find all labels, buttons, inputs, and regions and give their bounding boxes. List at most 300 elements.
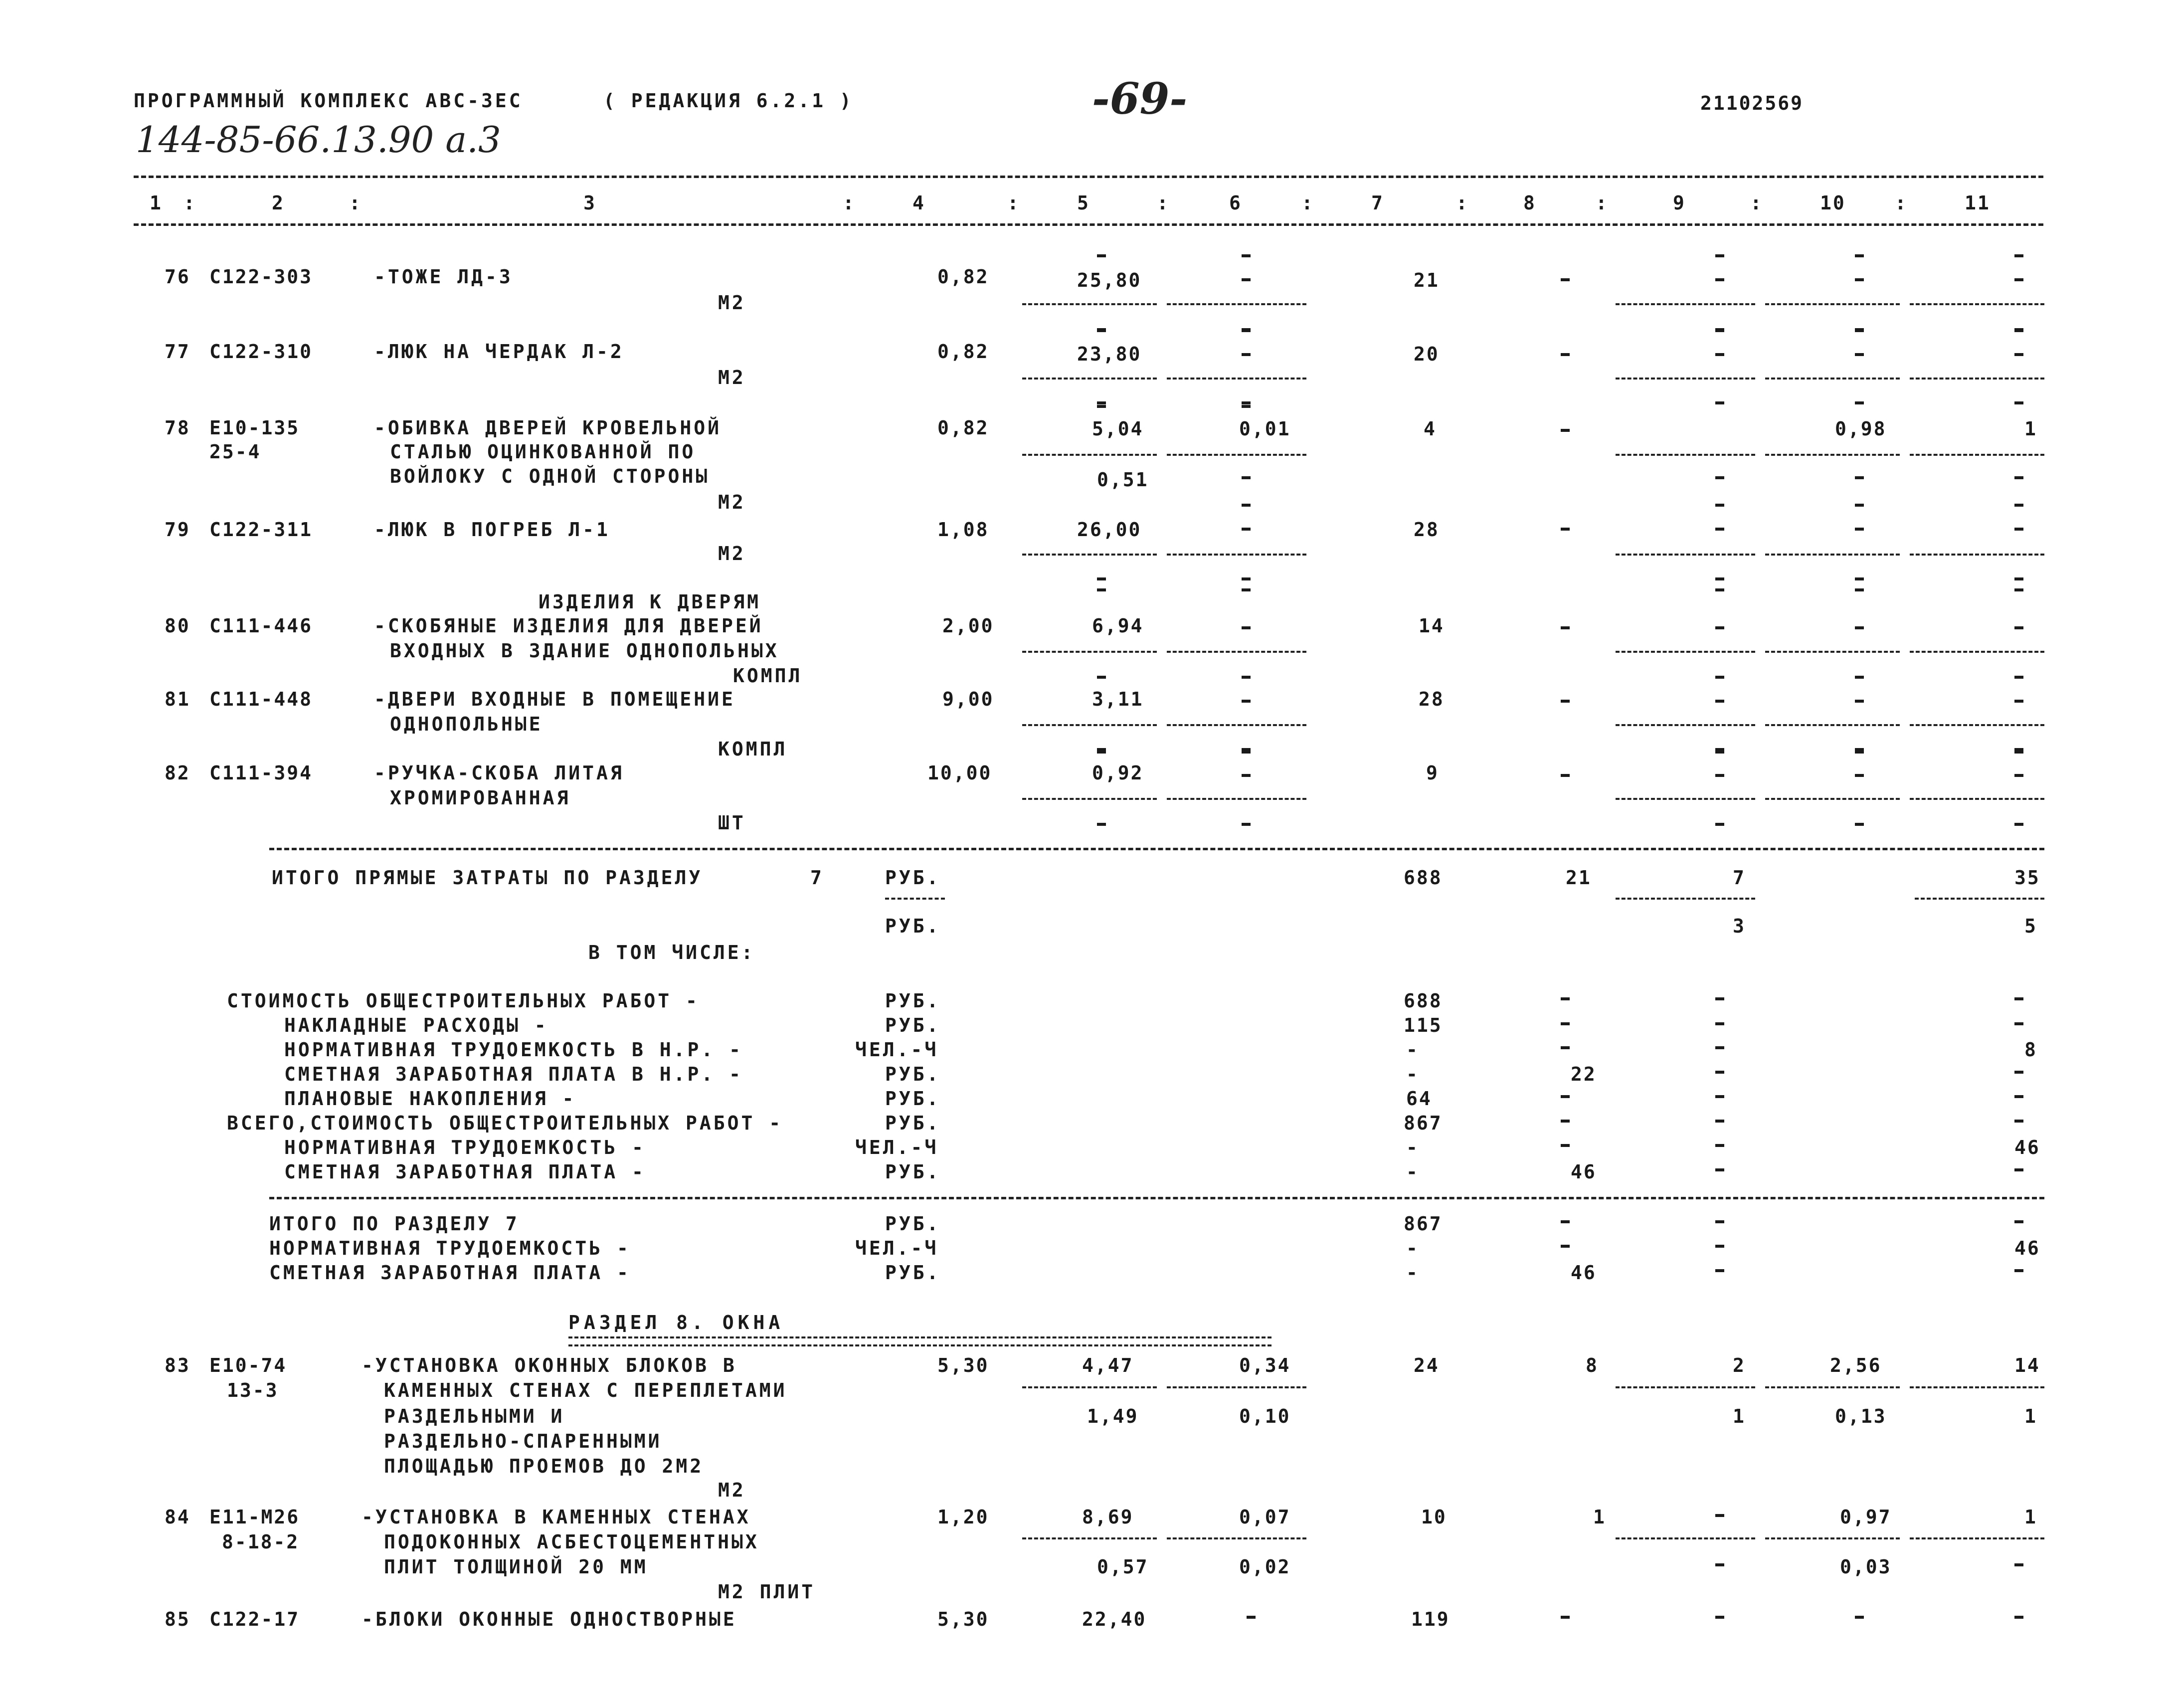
section8-title-underline: [568, 1336, 1271, 1346]
col-header-11: 11: [1965, 192, 1991, 214]
dash-mark: [1715, 329, 1724, 332]
row-name-line: РАЗДЕЛЬНЫМИ И: [384, 1405, 565, 1427]
dash-mark: [1715, 1269, 1724, 1272]
row-col8: 1: [1593, 1506, 1606, 1528]
sub-rule: [1167, 554, 1306, 556]
dash-mark: [1561, 1120, 1570, 1123]
row-number: 77: [165, 341, 190, 363]
dash-mark: [2014, 254, 2023, 257]
dash-mark: [1715, 751, 1724, 754]
final-col7: 867: [1404, 1213, 1443, 1235]
sub-rule: [1022, 378, 1157, 380]
dash-mark: [2014, 1563, 2023, 1566]
dash-mark: [1715, 254, 1724, 257]
dash-mark: [1561, 1144, 1570, 1147]
final-label: СМЕТНАЯ ЗАРАБОТНАЯ ПЛАТА -: [269, 1262, 631, 1284]
program-title: ПРОГРАММНЫЙ КОМПЛЕКС АВС-3ЕС: [134, 90, 523, 112]
sub-rule: [1910, 724, 2044, 726]
row-unit: ШТ: [718, 812, 746, 834]
final-unit: РУБ.: [885, 1262, 941, 1284]
dash-mark: [1561, 626, 1570, 629]
breakdown-col7: 867: [1404, 1112, 1443, 1134]
dash-mark: [1097, 676, 1106, 679]
row-name-line: -СКОБЯНЫЕ ИЗДЕЛИЯ ДЛЯ ДВЕРЕЙ: [374, 615, 763, 637]
totals-unit: РУБ.: [885, 867, 941, 889]
row-col10-secondary: 0,03: [1840, 1556, 1892, 1578]
dash-mark: [2014, 823, 2023, 826]
sub-rule: [1167, 303, 1306, 305]
row-col7: 14: [1419, 615, 1445, 637]
sub-rule: [1022, 554, 1157, 556]
row-unit: М2: [718, 491, 746, 513]
row-unit: КОМПЛ: [733, 665, 803, 687]
dash-mark: [1561, 1616, 1570, 1619]
dash-mark: [2014, 997, 2023, 1000]
row-col7: 21: [1414, 269, 1440, 291]
breakdown-col11: 8: [2024, 1039, 2037, 1061]
row-number: 76: [165, 266, 190, 288]
dash-mark: [1715, 353, 1724, 356]
sub-rule: [1910, 454, 2044, 456]
row-col7: 28: [1414, 519, 1440, 541]
row-qty: 0,82: [937, 266, 989, 288]
sub-rule: [1022, 798, 1157, 800]
col-header-6: 6: [1229, 192, 1242, 214]
row-name: -ЛЮК НА ЧЕРДАК Л-2: [374, 341, 624, 363]
breakdown-col7: -: [1406, 1039, 1419, 1061]
dash-mark: [1855, 278, 1864, 281]
breakdown-col7: -: [1406, 1137, 1419, 1158]
row-name-line: ПЛИТ ТОЛЩИНОЙ 20 ММ: [384, 1556, 648, 1578]
top-rule: [134, 176, 2043, 178]
breakdown-col7: 115: [1404, 1014, 1443, 1036]
totals-col7: 688: [1404, 867, 1443, 889]
row-name-line: -ДВЕРИ ВХОДНЫЕ В ПОМЕЩЕНИЕ: [374, 688, 735, 710]
dash-mark: [1242, 528, 1251, 531]
col-header-2: 2: [272, 192, 285, 214]
page-number: -69-: [1092, 74, 1188, 124]
row-number: 79: [165, 519, 190, 541]
dash-mark: [1097, 588, 1106, 591]
dash-mark: [1715, 676, 1724, 679]
row-price: 22,40: [1082, 1608, 1147, 1630]
sub-rule: [885, 898, 945, 900]
dash-mark: [1097, 401, 1106, 404]
dash-mark: [1855, 751, 1864, 754]
dash-mark: [1242, 353, 1251, 356]
dash-mark: [1715, 1095, 1724, 1098]
dash-mark: [1242, 504, 1251, 507]
row-qty: 5,30: [937, 1354, 989, 1376]
row-name-line: ПЛОЩАДЬЮ ПРОЕМОВ ДО 2М2: [384, 1455, 704, 1477]
dash-mark: [1715, 1168, 1724, 1171]
row-name: -ЛЮК В ПОГРЕБ Л-1: [374, 519, 610, 541]
row-price: 26,00: [1077, 519, 1142, 541]
final-unit: ЧЕЛ.-Ч: [855, 1237, 939, 1259]
row-qty: 9,00: [942, 688, 994, 710]
breakdown-col7: 64: [1406, 1088, 1432, 1110]
row-col9-secondary: 1: [1733, 1405, 1746, 1427]
row-unit: М2 ПЛИТ: [718, 1581, 816, 1603]
dash-mark: [2014, 1022, 2023, 1025]
sub-rule: [1765, 1537, 1900, 1539]
totals-rule: [269, 848, 2044, 850]
breakdown-unit: РУБ.: [885, 1112, 941, 1134]
dash-mark: [1097, 405, 1106, 408]
col-header-8: 8: [1523, 192, 1536, 214]
dash-mark: [1715, 577, 1724, 580]
dash-mark: [1242, 278, 1251, 281]
dash-mark: [1561, 429, 1570, 432]
sub-rule: [1167, 378, 1306, 380]
sub-rule: [1616, 1386, 1755, 1388]
sub-rule: [1765, 651, 1900, 653]
dash-mark: [1715, 476, 1724, 479]
dash-mark: [1715, 401, 1724, 404]
dash-mark: [2014, 676, 2023, 679]
subheading-door-hardware: ИЗДЕЛИЯ К ДВЕРЯМ: [539, 591, 761, 613]
row-price: 0,92: [1092, 762, 1144, 784]
sub-rule: [1022, 1386, 1157, 1388]
dash-mark: [1561, 278, 1570, 281]
sub-rule: [1616, 303, 1755, 305]
including-label: В ТОМ ЧИСЛЕ:: [588, 942, 755, 963]
row-price-secondary: 1,49: [1087, 1405, 1139, 1427]
row-number: 81: [165, 688, 190, 710]
row-unit: М2: [718, 367, 746, 388]
dash-mark: [1247, 1616, 1256, 1619]
dash-mark: [2014, 774, 2023, 777]
row-code: С111-448: [209, 688, 313, 710]
dash-mark: [1097, 577, 1106, 580]
sub-rule: [1616, 798, 1755, 800]
dash-mark: [1561, 528, 1570, 531]
row-col7: 28: [1419, 688, 1445, 710]
dash-mark: [1242, 626, 1251, 629]
dash-mark: [1715, 1616, 1724, 1619]
dash-mark: [2014, 1120, 2023, 1123]
dash-mark: [1242, 405, 1251, 408]
dash-mark: [1561, 1022, 1570, 1025]
sub-rule: [1910, 303, 2044, 305]
row-unit: М2: [718, 1479, 746, 1501]
sub-rule: [1765, 378, 1900, 380]
row-price-secondary: 0,51: [1097, 469, 1149, 491]
dash-mark: [1715, 1220, 1724, 1223]
sub-rule: [1022, 1537, 1157, 1539]
row-name-line: РАЗДЕЛЬНО-СПАРЕННЫМИ: [384, 1430, 662, 1452]
row-number: 83: [165, 1354, 190, 1376]
dash-mark: [1855, 504, 1864, 507]
breakdown-col8: 46: [1571, 1161, 1597, 1183]
row-code: С122-310: [209, 341, 313, 363]
sub-rule: [1616, 378, 1755, 380]
sub-rule: [1765, 798, 1900, 800]
final-col11: 46: [2014, 1237, 2040, 1259]
row-name: -ТОЖЕ ЛД-3: [374, 266, 513, 288]
dash-mark: [2014, 1220, 2023, 1223]
row-col9: 2: [1733, 1354, 1746, 1376]
dash-mark: [1855, 774, 1864, 777]
dash-mark: [1242, 577, 1251, 580]
sub-rule: [1616, 651, 1755, 653]
col-header-7: 7: [1371, 192, 1384, 214]
row-code: С111-394: [209, 762, 313, 784]
edition-label: ( РЕДАКЦИЯ 6.2.1 ): [603, 90, 854, 112]
breakdown-col7: 688: [1404, 990, 1443, 1012]
dash-mark: [1097, 751, 1106, 754]
dash-mark: [1715, 700, 1724, 703]
final-col7: -: [1406, 1237, 1419, 1259]
col-header-3: 3: [583, 192, 596, 214]
row-col10: 2,56: [1830, 1354, 1882, 1376]
sub-rule: [1616, 454, 1755, 456]
dash-mark: [2014, 476, 2023, 479]
col-separator: :: [843, 192, 856, 214]
col-header-4: 4: [912, 192, 925, 214]
col-header-9: 9: [1673, 192, 1686, 214]
row-number: 78: [165, 417, 190, 439]
breakdown-unit: РУБ.: [885, 1014, 941, 1036]
row-col6-secondary: 0,10: [1239, 1405, 1291, 1427]
row-col7: 10: [1421, 1506, 1447, 1528]
row-name-line: -ОБИВКА ДВЕРЕЙ КРОВЕЛЬНОЙ: [374, 417, 722, 439]
row-name-line: КАМЕННЫХ СТЕНАХ С ПЕРЕПЛЕТАМИ: [384, 1379, 787, 1401]
row-qty: 0,82: [937, 341, 989, 363]
dash-mark: [1715, 1071, 1724, 1074]
col-separator: :: [1750, 192, 1763, 214]
dash-mark: [1242, 751, 1251, 754]
row-code: С122-17: [209, 1608, 300, 1630]
row-col7: 20: [1414, 343, 1440, 365]
dash-mark: [2014, 353, 2023, 356]
dash-mark: [2014, 1071, 2023, 1074]
final-unit: РУБ.: [885, 1213, 941, 1235]
row-name-line: ХРОМИРОВАННАЯ: [390, 787, 571, 809]
dash-mark: [1715, 823, 1724, 826]
row-name-line: -РУЧКА-СКОБА ЛИТАЯ: [374, 762, 624, 784]
row-name-line: ПОДОКОННЫХ АСБЕСТОЦЕМЕНТНЫХ: [384, 1531, 759, 1553]
row-col11: 1: [2024, 1506, 2037, 1528]
row-col6: 0,34: [1239, 1354, 1291, 1376]
row-qty: 10,00: [927, 762, 992, 784]
sub-rule: [1167, 798, 1306, 800]
row-price: 25,80: [1077, 269, 1142, 291]
dash-mark: [2014, 278, 2023, 281]
col-separator: :: [183, 192, 196, 214]
dash-mark: [1715, 997, 1724, 1000]
row-name: -БЛОКИ ОКОННЫЕ ОДНОСТВОРНЫЕ: [362, 1608, 737, 1630]
dash-mark: [1242, 588, 1251, 591]
dash-mark: [1715, 1245, 1724, 1248]
sub-rule: [1616, 554, 1755, 556]
breakdown-unit: РУБ.: [885, 1161, 941, 1183]
dash-mark: [1715, 504, 1724, 507]
dash-mark: [1242, 254, 1251, 257]
breakdown-unit: РУБ.: [885, 1088, 941, 1110]
row-name-line: ВОЙЛОКУ С ОДНОЙ СТОРОНЫ: [390, 465, 710, 487]
row-qty: 5,30: [937, 1608, 989, 1630]
breakdown-label: СМЕТНАЯ ЗАРАБОТНАЯ ПЛАТА -: [284, 1161, 646, 1183]
dash-mark: [1561, 774, 1570, 777]
totals-col9-secondary: 3: [1733, 915, 1746, 937]
breakdown-label: НАКЛАДНЫЕ РАСХОДЫ -: [284, 1014, 548, 1036]
breakdown-unit: ЧЕЛ.-Ч: [855, 1039, 939, 1061]
col-header-10: 10: [1820, 192, 1846, 214]
final-label: НОРМАТИВНАЯ ТРУДОЕМКОСТЬ -: [269, 1237, 631, 1259]
dash-mark: [2014, 1168, 2023, 1171]
dash-mark: [1097, 254, 1106, 257]
dash-mark: [1715, 1514, 1724, 1517]
dash-mark: [2014, 626, 2023, 629]
dash-mark: [1561, 1095, 1570, 1098]
handwritten-reference: 144-85-66.13.90 а.3: [136, 119, 501, 161]
dash-mark: [1242, 476, 1251, 479]
dash-mark: [1715, 1144, 1724, 1147]
row-qty: 0,82: [937, 417, 989, 439]
breakdown-col11: 46: [2014, 1137, 2040, 1158]
dash-mark: [1855, 676, 1864, 679]
dash-mark: [1855, 626, 1864, 629]
breakdown-unit: РУБ.: [885, 990, 941, 1012]
sub-rule: [1765, 724, 1900, 726]
dash-mark: [1715, 1120, 1724, 1123]
dash-mark: [1715, 278, 1724, 281]
dash-mark: [1242, 700, 1251, 703]
dash-mark: [2014, 1095, 2023, 1098]
sub-rule: [1910, 1386, 2044, 1388]
dash-mark: [1715, 626, 1724, 629]
row-qty: 2,00: [942, 615, 994, 637]
dash-mark: [1715, 528, 1724, 531]
dash-mark: [2014, 1616, 2023, 1619]
row-name-line: СТАЛЬЮ ОЦИНКОВАННОЙ ПО: [390, 441, 696, 463]
row-number: 82: [165, 762, 190, 784]
dash-mark: [1855, 401, 1864, 404]
col-separator: :: [1456, 192, 1469, 214]
dash-mark: [2014, 1269, 2023, 1272]
final-col8: 46: [1571, 1262, 1597, 1284]
row-qty: 1,20: [937, 1506, 989, 1528]
dash-mark: [2014, 329, 2023, 332]
row-unit: КОМПЛ: [718, 738, 788, 760]
dash-mark: [2014, 700, 2023, 703]
sub-rule: [1765, 554, 1900, 556]
dash-mark: [1855, 528, 1864, 531]
row-price: 4,47: [1082, 1354, 1134, 1376]
col-separator: :: [1895, 192, 1908, 214]
sub-rule: [1167, 724, 1306, 726]
row-code-secondary: 13-3: [227, 1379, 279, 1401]
dash-mark: [1561, 1245, 1570, 1248]
dash-mark: [1855, 577, 1864, 580]
totals-label: ИТОГО ПРЯМЫЕ ЗАТРАТЫ ПО РАЗДЕЛУ: [272, 867, 703, 889]
sub-rule: [1167, 1386, 1306, 1388]
row-name-line: -УСТАНОВКА ОКОННЫХ БЛОКОВ В: [362, 1354, 737, 1376]
row-col6: 0,01: [1239, 418, 1291, 440]
row-col7: 9: [1426, 762, 1439, 784]
sub-rule: [1910, 554, 2044, 556]
breakdown-label: НОРМАТИВНАЯ ТРУДОЕМКОСТЬ В Н.Р. -: [284, 1039, 743, 1061]
row-price: 8,69: [1082, 1506, 1134, 1528]
breakdown-col7: -: [1406, 1063, 1419, 1085]
row-qty: 1,08: [937, 519, 989, 541]
row-name-line: ВХОДНЫХ В ЗДАНИЕ ОДНОПОЛЬНЫХ: [390, 640, 779, 662]
sub-rule: [1910, 378, 2044, 380]
row-number: 84: [165, 1506, 190, 1528]
dash-mark: [2014, 528, 2023, 531]
dash-mark: [1855, 588, 1864, 591]
row-code: Е11-М26: [209, 1506, 300, 1528]
row-code-secondary: 8-18-2: [222, 1531, 300, 1553]
row-code: С122-303: [209, 266, 313, 288]
dash-mark: [1242, 823, 1251, 826]
dash-mark: [2014, 577, 2023, 580]
row-name-line: ОДНОПОЛЬНЫЕ: [390, 713, 543, 735]
breakdown-col8: 22: [1571, 1063, 1597, 1085]
sub-rule: [1910, 1537, 2044, 1539]
row-unit: М2: [718, 543, 746, 565]
dash-mark: [1715, 1046, 1724, 1049]
dash-mark: [1715, 1563, 1724, 1566]
dash-mark: [1242, 401, 1251, 404]
sub-rule: [1022, 651, 1157, 653]
dash-mark: [1715, 588, 1724, 591]
col-separator: :: [349, 192, 362, 214]
section7-final-rule: [269, 1197, 2044, 1199]
dash-mark: [2014, 504, 2023, 507]
totals-section-number: 7: [810, 867, 823, 889]
row-col11: 1: [2024, 418, 2037, 440]
breakdown-label: ВСЕГО,СТОИМОСТЬ ОБЩЕСТРОИТЕЛЬНЫХ РАБОТ -: [227, 1112, 783, 1134]
row-price-secondary: 0,57: [1097, 1556, 1149, 1578]
sub-rule: [1167, 651, 1306, 653]
dash-mark: [1097, 823, 1106, 826]
dash-mark: [1855, 353, 1864, 356]
totals-unit-secondary: РУБ.: [885, 915, 941, 937]
col-header-1: 1: [150, 192, 163, 214]
dash-mark: [1242, 676, 1251, 679]
row-col10-secondary: 0,13: [1835, 1405, 1887, 1427]
breakdown-unit: РУБ.: [885, 1063, 941, 1085]
section8-title: РАЗДЕЛ 8. ОКНА: [568, 1312, 784, 1333]
dash-mark: [1561, 1046, 1570, 1049]
dash-mark: [1097, 329, 1106, 332]
dash-mark: [1855, 254, 1864, 257]
row-code: С111-446: [209, 615, 313, 637]
row-unit: М2: [718, 292, 746, 314]
doc-code: 21102569: [1700, 92, 1804, 114]
dash-mark: [1855, 329, 1864, 332]
breakdown-col7: -: [1406, 1161, 1419, 1183]
dash-mark: [1855, 823, 1864, 826]
row-name-line: -УСТАНОВКА В КАМЕННЫХ СТЕНАХ: [362, 1506, 751, 1528]
breakdown-label: СМЕТНАЯ ЗАРАБОТНАЯ ПЛАТА В Н.Р. -: [284, 1063, 743, 1085]
final-label: ИТОГО ПО РАЗДЕЛУ 7: [269, 1213, 520, 1235]
totals-col11-secondary: 5: [2024, 915, 2037, 937]
col-separator: :: [1007, 192, 1020, 214]
row-col6-secondary: 0,02: [1239, 1556, 1291, 1578]
dash-mark: [1561, 700, 1570, 703]
dash-mark: [1715, 774, 1724, 777]
row-col10: 0,98: [1835, 418, 1887, 440]
row-code: Е10-74: [209, 1354, 287, 1376]
row-code: С122-311: [209, 519, 313, 541]
row-price: 23,80: [1077, 343, 1142, 365]
row-col7: 119: [1411, 1608, 1450, 1630]
row-col11-secondary: 1: [2024, 1405, 2037, 1427]
dash-mark: [1561, 1220, 1570, 1223]
